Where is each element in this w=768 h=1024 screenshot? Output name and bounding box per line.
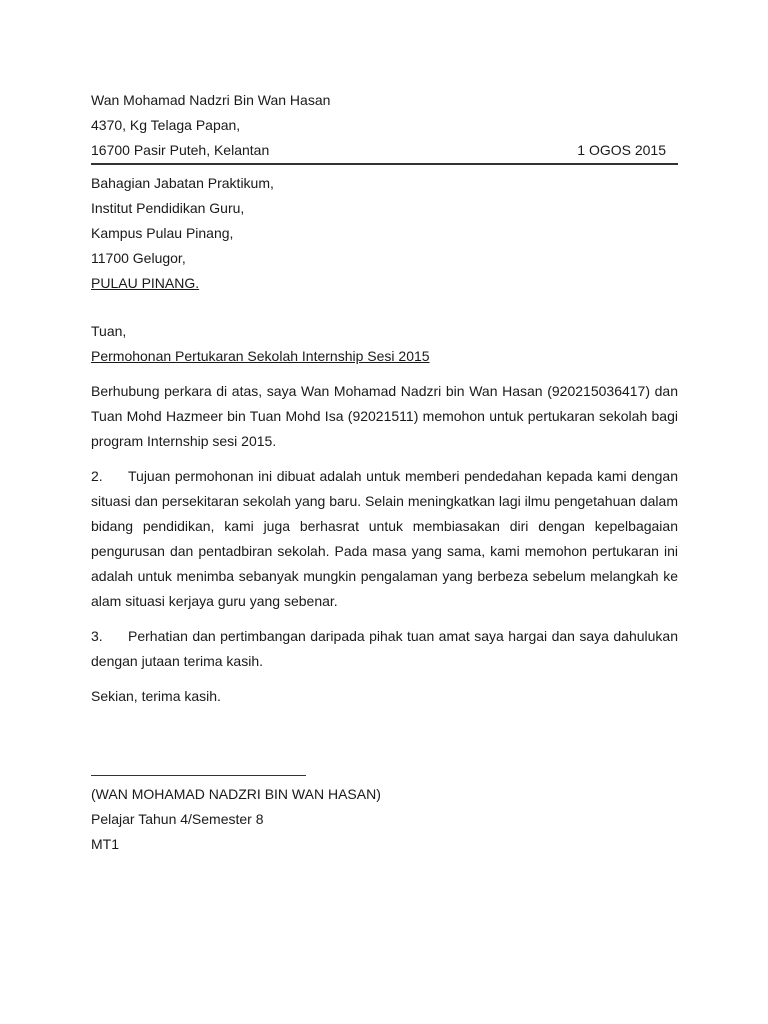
paragraph-2 <box>91 464 678 614</box>
signature-block <box>91 782 678 857</box>
recipient-line-4: 11700 Gelugor, <box>91 250 186 266</box>
signature-group: MT1 <box>91 836 119 852</box>
recipient-block <box>91 171 678 296</box>
recipient-line-3: Kampus Pulau Pinang, <box>91 225 234 241</box>
salutation: Tuan, <box>91 323 127 339</box>
closing: Sekian, terima kasih. <box>91 688 221 704</box>
letter-date: 1 OGOS 2015 <box>577 142 666 158</box>
signature-line <box>91 775 306 776</box>
letter-page <box>91 88 678 857</box>
sender-block <box>91 88 678 163</box>
paragraph-3 <box>91 624 678 674</box>
sender-address-line-1: 4370, Kg Telaga Papan, <box>91 117 241 133</box>
paragraph-2-number: 2. <box>91 468 103 484</box>
sender-name: Wan Mohamad Nadzri Bin Wan Hasan <box>91 92 331 108</box>
header-divider <box>91 163 678 165</box>
sender-address-date-row <box>91 138 678 163</box>
sender-address-line-2: 16700 Pasir Puteh, Kelantan <box>91 142 270 158</box>
subject-line: Permohonan Pertukaran Sekolah Internship Sesi 2015 <box>91 348 430 364</box>
recipient-line-1: Bahagian Jabatan Praktikum, <box>91 175 274 191</box>
recipient-line-5: PULAU PINANG. <box>91 275 200 291</box>
signature-name: (WAN MOHAMAD NADZRI BIN WAN HASAN) <box>91 786 381 802</box>
paragraph-1: Berhubung perkara di atas, saya Wan Mohamad Nadzri bin Wan Hasan (920215036417) dan Tuan Mohd Hazmeer bin Tuan Mohd Isa (92021511) memohon untuk pertukaran sekolah bagi program Internship sesi 2015. <box>91 383 678 449</box>
paragraph-2-text: Tujuan permohonan ini dibuat adalah untuk memberi pendedahan kepada kami dengan situasi dan persekitaran sekolah yang baru. Selain meningkatkan lagi ilmu pengetahuan dalam bidang pendidikan, kami juga berhasrat untuk membiasakan diri dengan kepelbagaian pengurusan dan pentadbiran sekolah. Pada masa yang sama, kami memohon pertukaran ini adalah untuk menimba sebanyak mungkin pengalaman yang berbeza sebelum melangkah ke alam situasi kerjaya guru yang sebenar. <box>91 468 678 609</box>
signature-title: Pelajar Tahun 4/Semester 8 <box>91 811 264 827</box>
recipient-line-2: Institut Pendidikan Guru, <box>91 200 245 216</box>
paragraph-3-text: Perhatian dan pertimbangan daripada pihak tuan amat saya hargai dan saya dahulukan dengan jutaan terima kasih. <box>91 628 678 669</box>
paragraph-3-number: 3. <box>91 628 103 644</box>
